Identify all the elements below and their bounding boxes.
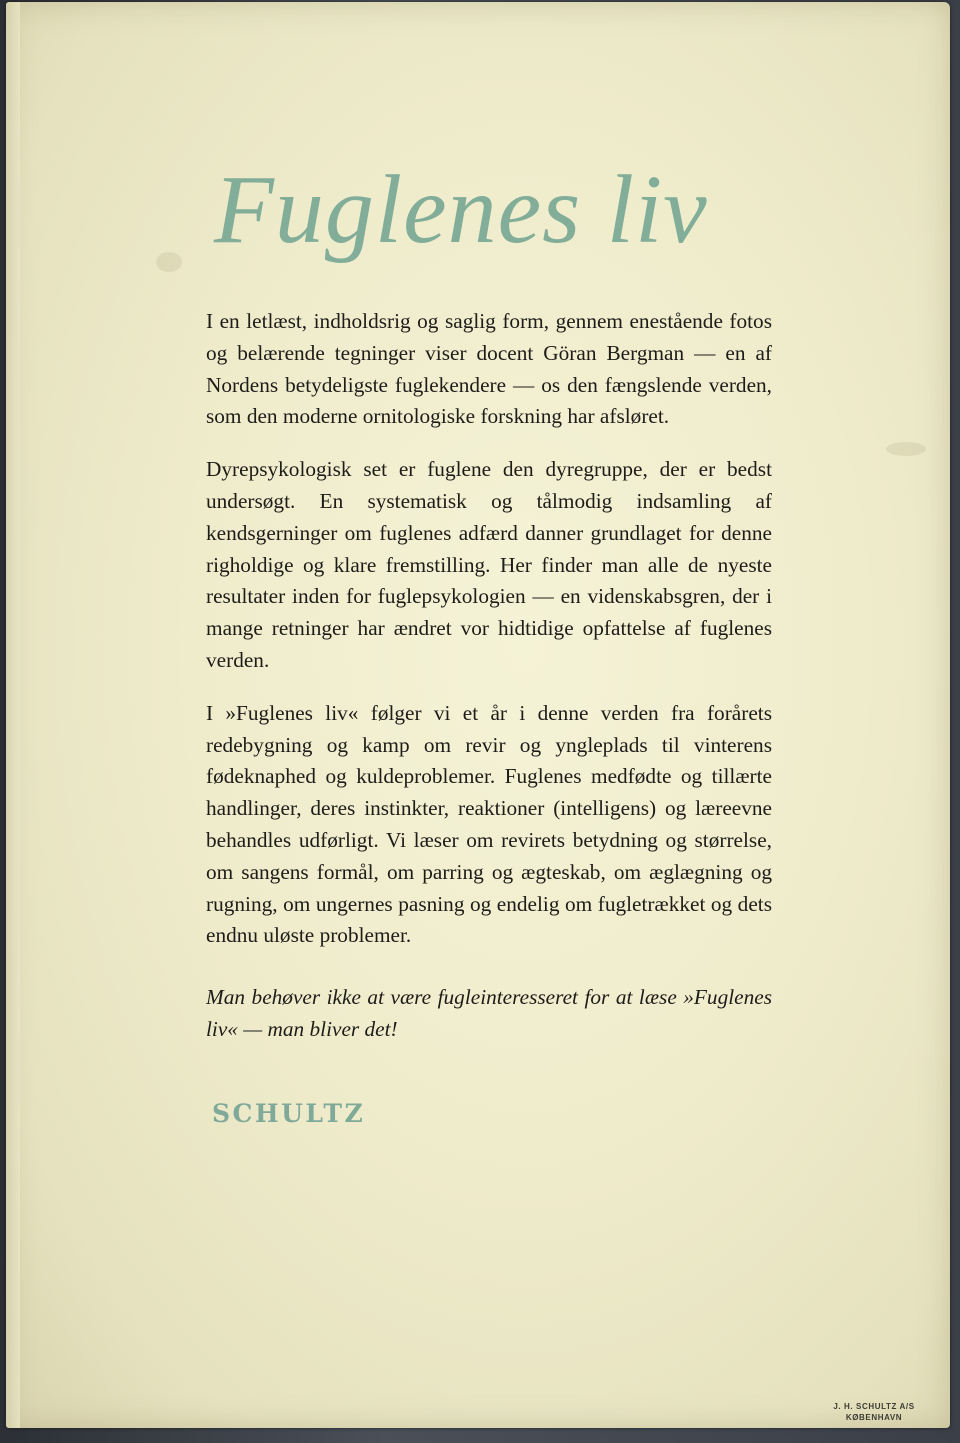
closing-remark: Man behøver ikke at være fugleinteresseret for at læse »Fuglenes liv« — man bliver det! <box>206 985 772 1041</box>
paper-stain <box>156 252 182 272</box>
cover-edge <box>6 2 20 1428</box>
publisher-imprint <box>814 1401 934 1423</box>
blurb-paragraph-3: I »Fuglenes liv« følger vi et år i denne verden fra forårets redebygning og kamp om revir og yngleplads til vinterens fødeknaphed og kuldeproblemer. Fuglenes medfødte og tillærte handlinger, deres instinkter, reaktioner (intelligens) og læreevne behandles udførligt. Vi læser om revirets betydning og størrelse, om sangens formål, om parring og ægteskab, om æglægning og rugning, om ungernes pasning og endelig om fugletrækket og dets endnu uløste problemer. <box>206 700 772 948</box>
book-title: Fuglenes liv <box>214 156 708 264</box>
blurb-text <box>206 306 772 1067</box>
paper-stain <box>886 442 926 456</box>
imprint-line-2: KØBENHAVN <box>845 1413 903 1422</box>
book-back-cover <box>6 2 950 1428</box>
imprint-line-1: J. H. SCHULTZ A/S <box>833 1402 915 1411</box>
publisher-name: SCHULTZ <box>212 1099 366 1128</box>
blurb-paragraph-2: Dyrepsykologisk set er fuglene den dyregruppe, der er bedst undersøgt. En systematisk og tålmodig indsamling af kendsgerninger om fuglenes adfærd danner grundlaget for denne righoldige og klare fremstilling. Her finder man alle de nyeste resultater inden for fuglepsykologien — en videnskabsgren, der i mange retninger har ændret vor hidtidige opfattelse af fuglenes verden. <box>206 457 772 672</box>
blurb-paragraph-1: I en letlæst, indholdsrig og saglig form, gennem enestående fotos og belærende tegninger viser docent Göran Bergman — en af Nordens betydeligste fuglekendere — os den fængslende verden, som den moderne ornitologiske forskning har afsløret. <box>206 309 772 429</box>
